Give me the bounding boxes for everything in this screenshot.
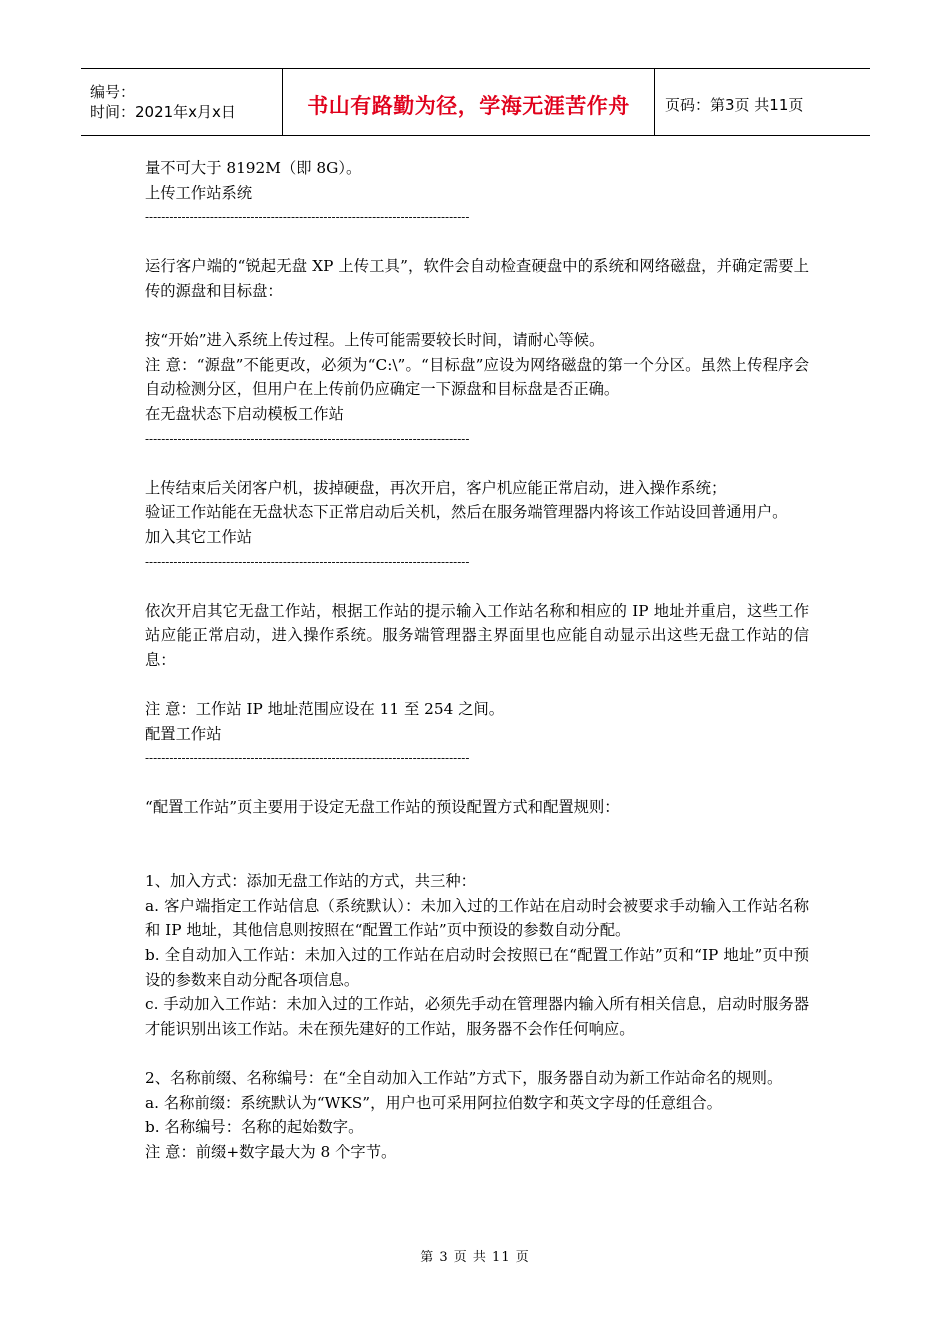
page-footer — [0, 1246, 950, 1265]
header-page-cell — [655, 73, 870, 135]
separator-line: -------------------------------------------------------------------------------- — [145, 431, 470, 446]
list-heading: 2、名称前缀、名称编号：在“全自动加入工作站”方式下，服务器自动为新工作站命名的规则。 — [145, 1068, 783, 1087]
separator-line: -------------------------------------------------------------------------------- — [145, 554, 470, 569]
paragraph: 运行客户端的“锐起无盘 XP 上传工具”，软件会自动检查硬盘中的系统和网络磁盘，并确定需要上传的源盘和目标盘： — [145, 257, 809, 300]
section-heading-diskless-boot: 在无盘状态下启动模板工作站 — [145, 404, 344, 423]
note-paragraph: 注 意：前缀+数字最大为 8 个字节。 — [145, 1142, 397, 1161]
list-item: b. 名称编号：名称的起始数字。 — [145, 1118, 364, 1137]
section-heading-upload: 上传工作站系统 — [145, 183, 253, 202]
note-paragraph: 注 意：“源盘”不能更改，必须为“C:\”。“目标盘”应设为网络磁盘的第一个分区。虽然上传程序会自动检测分区，但用户在上传前仍应确定一下源盘和目标盘是否正确。 — [145, 355, 809, 399]
paragraph: 验证工作站能在无盘状态下正常启动后关机，然后在服务端管理器内将该工作站设回普通用户。 — [145, 503, 788, 522]
header-page-info: 页码：第3页 共11页 — [665, 95, 804, 114]
document-time-label: 时间：2021年x月x日 — [90, 103, 236, 121]
list-item: b. 全自动加入工作站：未加入过的工作站在启动时会按照已在“配置工作站”页和“IP 地址”页中预设的参数来自动分配各项信息。 — [145, 946, 809, 989]
page-header — [81, 68, 870, 136]
document-body — [145, 156, 809, 1164]
paragraph: “配置工作站”页主要用于设定无盘工作站的预设配置方式和配置规则： — [145, 798, 620, 817]
list-item: c. 手动加入工作站：未加入过的工作站，必须先手动在管理器内输入所有相关信息，启动时服务器才能识别出该工作站。未在预先建好的工作站，服务器不会作任何响应。 — [145, 995, 809, 1038]
list-item: a. 客户端指定工作站信息（系统默认）：未加入过的工作站在启动时会被要求手动输入工作站名称和 IP 地址，其他信息则按照在“配置工作站”页中预设的参数自动分配。 — [145, 896, 809, 940]
section-heading-configure: 配置工作站 — [145, 724, 222, 743]
header-motto-cell — [283, 69, 655, 135]
paragraph: 按“开始”进入系统上传过程。上传可能需要较长时间，请耐心等候。 — [145, 331, 605, 350]
note-paragraph: 注 意：工作站 IP 地址范围应设在 11 至 254 之间。 — [145, 700, 505, 719]
section-heading-add-workstations: 加入其它工作站 — [145, 527, 253, 546]
header-motto: 书山有路勤为径，学海无涯苦作舟 — [307, 94, 630, 118]
separator-line: -------------------------------------------------------------------------------- — [145, 210, 470, 225]
document-number-label: 编号： — [90, 83, 136, 101]
header-left-cell — [81, 69, 283, 135]
list-item: a. 名称前缀：系统默认为“WKS”，用户也可采用阿拉伯数字和英文字母的任意组合。 — [145, 1093, 722, 1112]
footer-page-number: 第 3 页 共 11 页 — [420, 1250, 530, 1265]
paragraph: 上传结束后关闭客户机，拔掉硬盘，再次开启，客户机应能正常启动，进入操作系统； — [145, 478, 727, 497]
paragraph: 量不可大于 8192M（即 8G）。 — [145, 159, 362, 177]
separator-line: -------------------------------------------------------------------------------- — [145, 751, 470, 766]
list-heading: 1、加入方式：添加无盘工作站的方式，共三种： — [145, 872, 476, 891]
paragraph: 依次开启其它无盘工作站，根据工作站的提示输入工作站名称和相应的 IP 地址并重启，这些工作站应能正常启动，进入操作系统。服务端管理器主界面里也应能自动显示出这些无盘工作站的信息： — [145, 601, 809, 669]
